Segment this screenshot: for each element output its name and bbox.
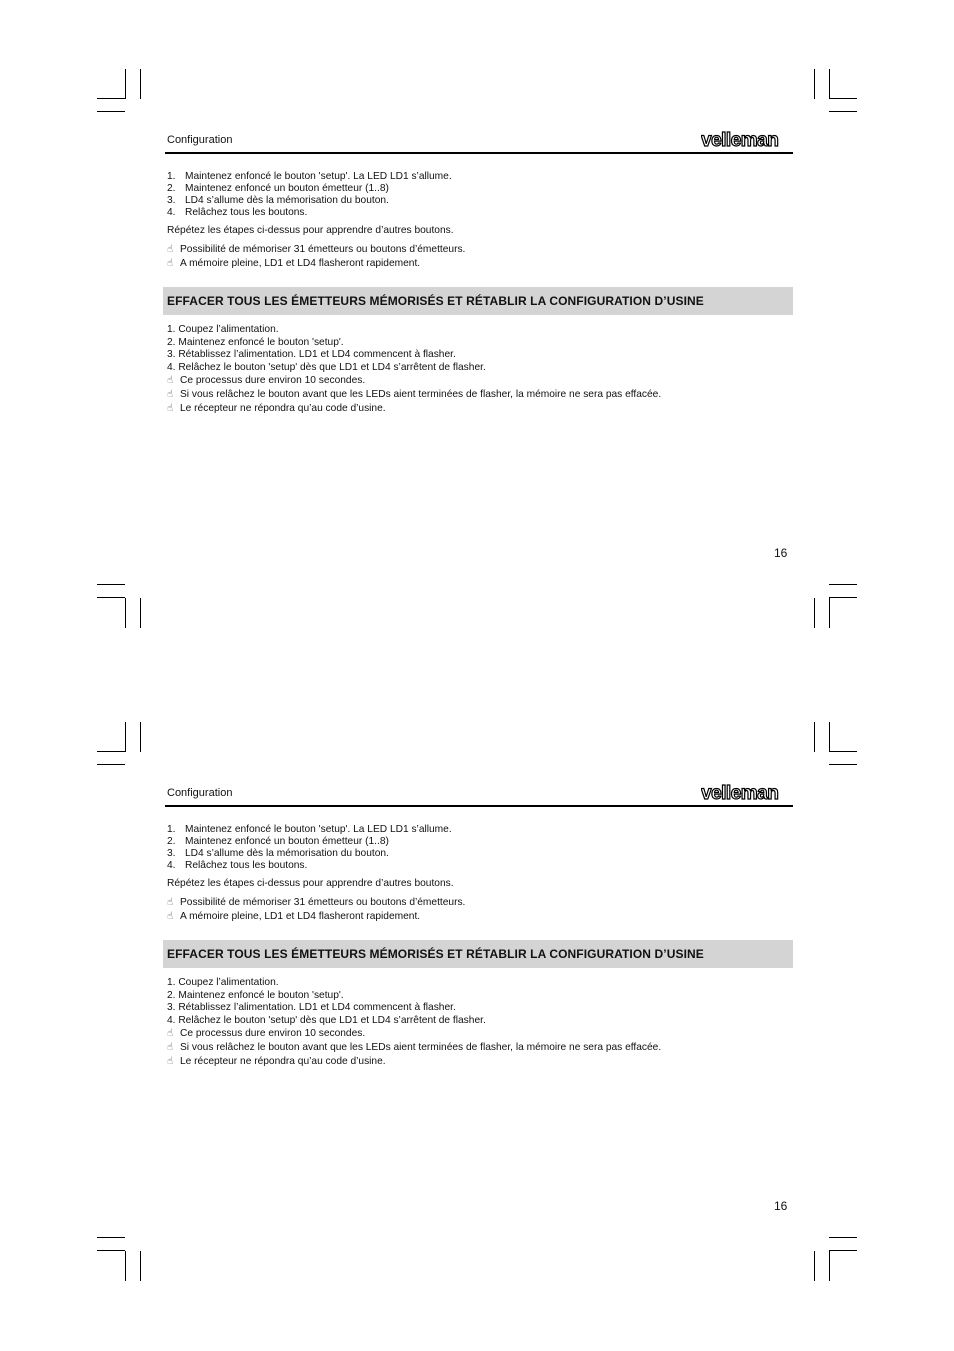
crop-mark xyxy=(140,1251,141,1281)
list-item: ☝ Le récepteur ne répondra qu’au code d’usine. xyxy=(167,1056,386,1068)
crop-mark xyxy=(140,722,141,752)
crop-mark xyxy=(829,1250,857,1251)
page-number: 16 xyxy=(774,546,788,560)
crop-mark xyxy=(97,764,125,765)
crop-mark xyxy=(829,69,830,99)
list-item: 2. Maintenez enfoncé le bouton 'setup'. xyxy=(167,989,344,1001)
list-item: 3. LD4 s’allume dès la mémorisation du bouton. xyxy=(167,848,389,859)
list-item: ☝ A mémoire pleine, LD1 et LD4 flasheront rapidement. xyxy=(167,911,421,922)
list-item: 3. Rétablissez l’alimentation. LD1 et LD4 commencent à flasher. xyxy=(167,349,456,361)
crop-mark xyxy=(829,584,857,585)
crop-mark xyxy=(814,1251,815,1281)
svg-text:velleman: velleman xyxy=(701,783,779,803)
reset-steps-list xyxy=(167,324,661,416)
crop-mark xyxy=(140,598,141,628)
pointing-hand-icon: ☝ xyxy=(167,1042,174,1054)
crop-mark xyxy=(829,1251,830,1281)
pointing-hand-icon: ☝ xyxy=(167,403,174,415)
list-item: 4. Relâchez tous les boutons. xyxy=(167,860,308,871)
pointing-hand-icon: ☝ xyxy=(167,375,174,387)
crop-mark xyxy=(97,111,125,112)
list-item: 2. Maintenez enfoncé le bouton 'setup'. xyxy=(167,336,344,348)
repeat-instruction: Répétez les étapes ci-dessus pour apprendre d’autres boutons. xyxy=(167,225,454,236)
list-item: ☝ Possibilité de mémoriser 31 émetteurs ou boutons d’émetteurs. xyxy=(167,244,466,255)
pointing-hand-icon: ☝ xyxy=(167,244,174,255)
repeat-instruction: Répétez les étapes ci-dessus pour apprendre d’autres boutons. xyxy=(167,878,454,889)
list-item: 1. Maintenez enfoncé le bouton 'setup'. La LED LD1 s’allume. xyxy=(167,824,452,835)
page-number: 16 xyxy=(774,1199,788,1213)
pointing-hand-icon: ☝ xyxy=(167,911,174,922)
crop-mark xyxy=(829,111,857,112)
manual-page xyxy=(0,653,954,1306)
setup-steps-list xyxy=(167,824,452,872)
manual-page xyxy=(0,0,954,653)
list-item: 3. Rétablissez l’alimentation. LD1 et LD4 commencent à flasher. xyxy=(167,1002,456,1014)
list-item: 2. Maintenez enfoncé un bouton émetteur (1..8) xyxy=(167,836,389,847)
list-item: 3. LD4 s’allume dès la mémorisation du bouton. xyxy=(167,195,389,206)
section-title: EFFACER TOUS LES ÉMETTEURS MÉMORISÉS ET RÉTABLIR LA CONFIGURATION D’USINE xyxy=(167,947,704,961)
setup-steps-list xyxy=(167,171,452,219)
crop-mark xyxy=(125,1251,126,1281)
crop-mark xyxy=(829,764,857,765)
list-item: ☝ Ce processus dure environ 10 secondes. xyxy=(167,375,366,387)
header-rule xyxy=(165,152,793,154)
section-header xyxy=(163,287,793,315)
header-rule xyxy=(165,805,793,807)
crop-mark xyxy=(829,722,830,752)
list-item: ☝ Ce processus dure environ 10 secondes. xyxy=(167,1028,366,1040)
crop-mark xyxy=(125,598,126,628)
crop-mark xyxy=(97,1237,125,1238)
velleman-logo xyxy=(701,130,793,150)
list-item: 1. Coupez l’alimentation. xyxy=(167,324,279,335)
list-item: 2. Maintenez enfoncé un bouton émetteur (1..8) xyxy=(167,183,389,194)
crop-mark xyxy=(97,597,125,598)
list-item: 1. Coupez l’alimentation. xyxy=(167,977,279,988)
crop-mark xyxy=(97,584,125,585)
list-item: 4. Relâchez le bouton 'setup' dès que LD1 et LD4 s’arrêtent de flasher. xyxy=(167,1014,486,1026)
notes-list xyxy=(167,896,465,924)
header-title: Configuration xyxy=(167,787,233,799)
svg-text:velleman: velleman xyxy=(701,130,779,150)
crop-mark xyxy=(829,751,857,752)
velleman-logo xyxy=(701,783,793,803)
crop-mark xyxy=(125,722,126,752)
list-item: ☝ Si vous relâchez le bouton avant que les LEDs aient terminées de flasher, la mémoire ne sera pas effacée. xyxy=(167,1042,662,1054)
crop-mark xyxy=(97,1250,125,1251)
crop-mark xyxy=(814,69,815,99)
crop-mark xyxy=(125,69,126,99)
crop-mark xyxy=(814,598,815,628)
pointing-hand-icon: ☝ xyxy=(167,1028,174,1040)
list-item: 4. Relâchez le bouton 'setup' dès que LD1 et LD4 s’arrêtent de flasher. xyxy=(167,361,486,373)
list-item: 4. Relâchez tous les boutons. xyxy=(167,207,308,218)
list-item: ☝ Si vous relâchez le bouton avant que les LEDs aient terminées de flasher, la mémoire ne sera pas effacée. xyxy=(167,389,662,401)
list-item: 1. Maintenez enfoncé le bouton 'setup'. La LED LD1 s’allume. xyxy=(167,171,452,182)
crop-mark xyxy=(97,98,125,99)
crop-mark xyxy=(829,598,830,628)
list-item: ☝ A mémoire pleine, LD1 et LD4 flasheront rapidement. xyxy=(167,258,421,269)
crop-mark xyxy=(814,722,815,752)
list-item: ☝ Possibilité de mémoriser 31 émetteurs ou boutons d’émetteurs. xyxy=(167,897,466,908)
crop-mark xyxy=(829,98,857,99)
pointing-hand-icon: ☝ xyxy=(167,389,174,401)
pointing-hand-icon: ☝ xyxy=(167,1056,174,1068)
notes-list xyxy=(167,243,465,271)
list-item: ☝ Le récepteur ne répondra qu’au code d’usine. xyxy=(167,403,386,415)
section-title: EFFACER TOUS LES ÉMETTEURS MÉMORISÉS ET RÉTABLIR LA CONFIGURATION D’USINE xyxy=(167,294,704,308)
pointing-hand-icon: ☝ xyxy=(167,897,174,908)
crop-mark xyxy=(829,597,857,598)
pointing-hand-icon: ☝ xyxy=(167,258,174,269)
reset-steps-list xyxy=(167,977,661,1069)
crop-mark xyxy=(140,69,141,99)
header-title: Configuration xyxy=(167,134,233,146)
section-header xyxy=(163,940,793,968)
crop-mark xyxy=(97,751,125,752)
crop-mark xyxy=(829,1237,857,1238)
